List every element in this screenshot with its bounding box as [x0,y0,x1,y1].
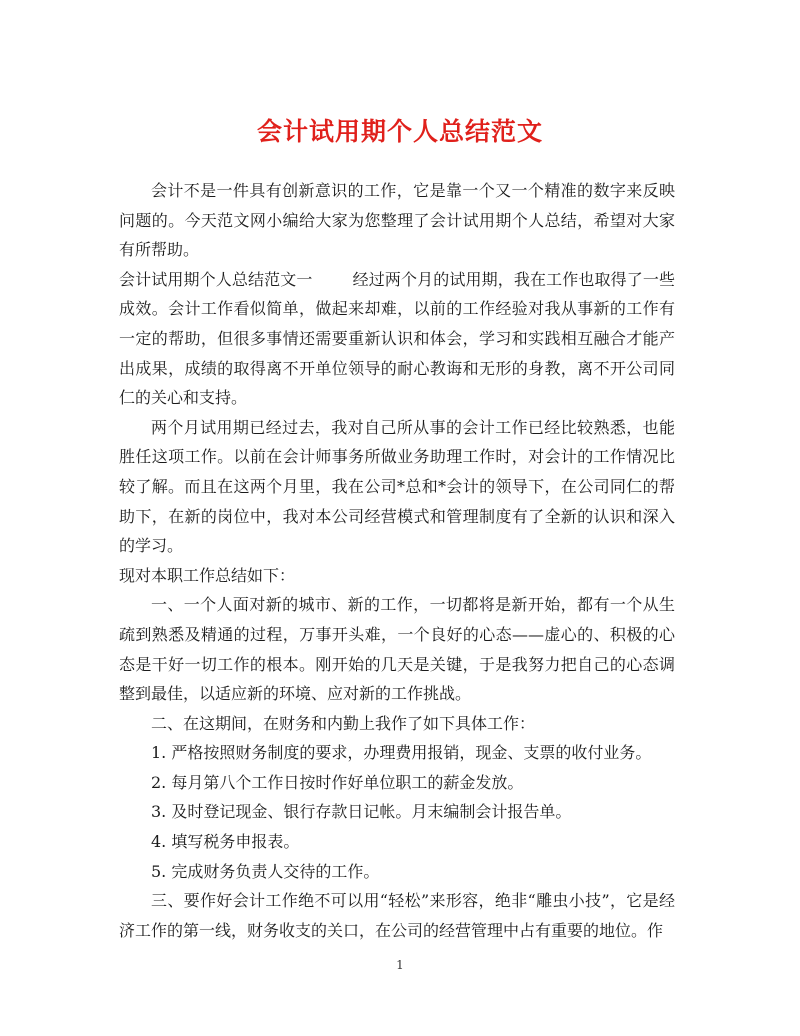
document-body [119,176,675,945]
task-item: 5. 完成财务负责人交待的工作。 [151,861,380,881]
section-paragraph [119,265,675,413]
paragraph-two: 两个月试用期已经过去，我对自己所从事的会计工作已经比较熟悉，也能胜任这项工作。以前在会计师事务所做业务助理工作时，对会计的工作情况比较了解。而且在这两个月里，我在公司*总和*会计的领导下，在公司同仁的帮助下，在新的岗位中，我对本公司经营模式和管理制度有了全新的认识和深入的学习。 [119,417,675,556]
section-heading: 会计试用期个人总结范文一 [119,269,313,289]
summary-lead: 现对本职工作总结如下： [119,565,296,585]
task-item: 4. 填写税务申报表。 [151,832,300,852]
task-item: 3. 及时登记现金、银行存款日记帐。月末编制会计报告单。 [151,802,572,822]
document-title: 会计试用期个人总结范文 [256,117,543,146]
point-one: 一、一个人面对新的城市、新的工作，一切都将是新开始，都有一个从生疏到熟悉及精通的过程，万事开头难，一个良好的心态——虚心的、积极的心态是干好一切工作的根本。刚开始的几天是关键，于是我努力把自己的心态调整到最佳，以适应新的环境、应对新的工作挑战。 [119,595,675,704]
task-item: 1. 严格按照财务制度的要求，办理费用报销，现金、支票的收付业务。 [151,743,652,763]
point-three: 三、要作好会计工作绝不可以用“轻松”来形容，绝非“雕虫小技”，它是经济工作的第一线，财务收支的关口，在公司的经营管理中占有重要的地位。作 [119,891,675,940]
page-number: 1 [396,958,404,972]
point-two: 二、在这期间，在财务和内勤上我作了如下具体工作： [151,713,536,733]
task-item: 2. 每月第八个工作日按时作好单位职工的薪金发放。 [151,772,524,792]
section-text: 经过两个月的试用期，我在工作也取得了一些成效。会计工作看似简单，做起来却难，以前的工作经验对我从事新的工作有一定的帮助，但很多事情还需要重新认识和体会，学习和实践相互融合才能产出成果，成绩的取得离不开单位领导的耐心教诲和无形的身教，离不开公司同仁的关心和支持。 [119,269,675,408]
intro-paragraph: 会计不是一件具有创新意识的工作，它是靠一个又一个精准的数字来反映问题的。今天范文网小编给大家为您整理了会计试用期个人总结，希望对大家有所帮助。 [119,181,675,260]
